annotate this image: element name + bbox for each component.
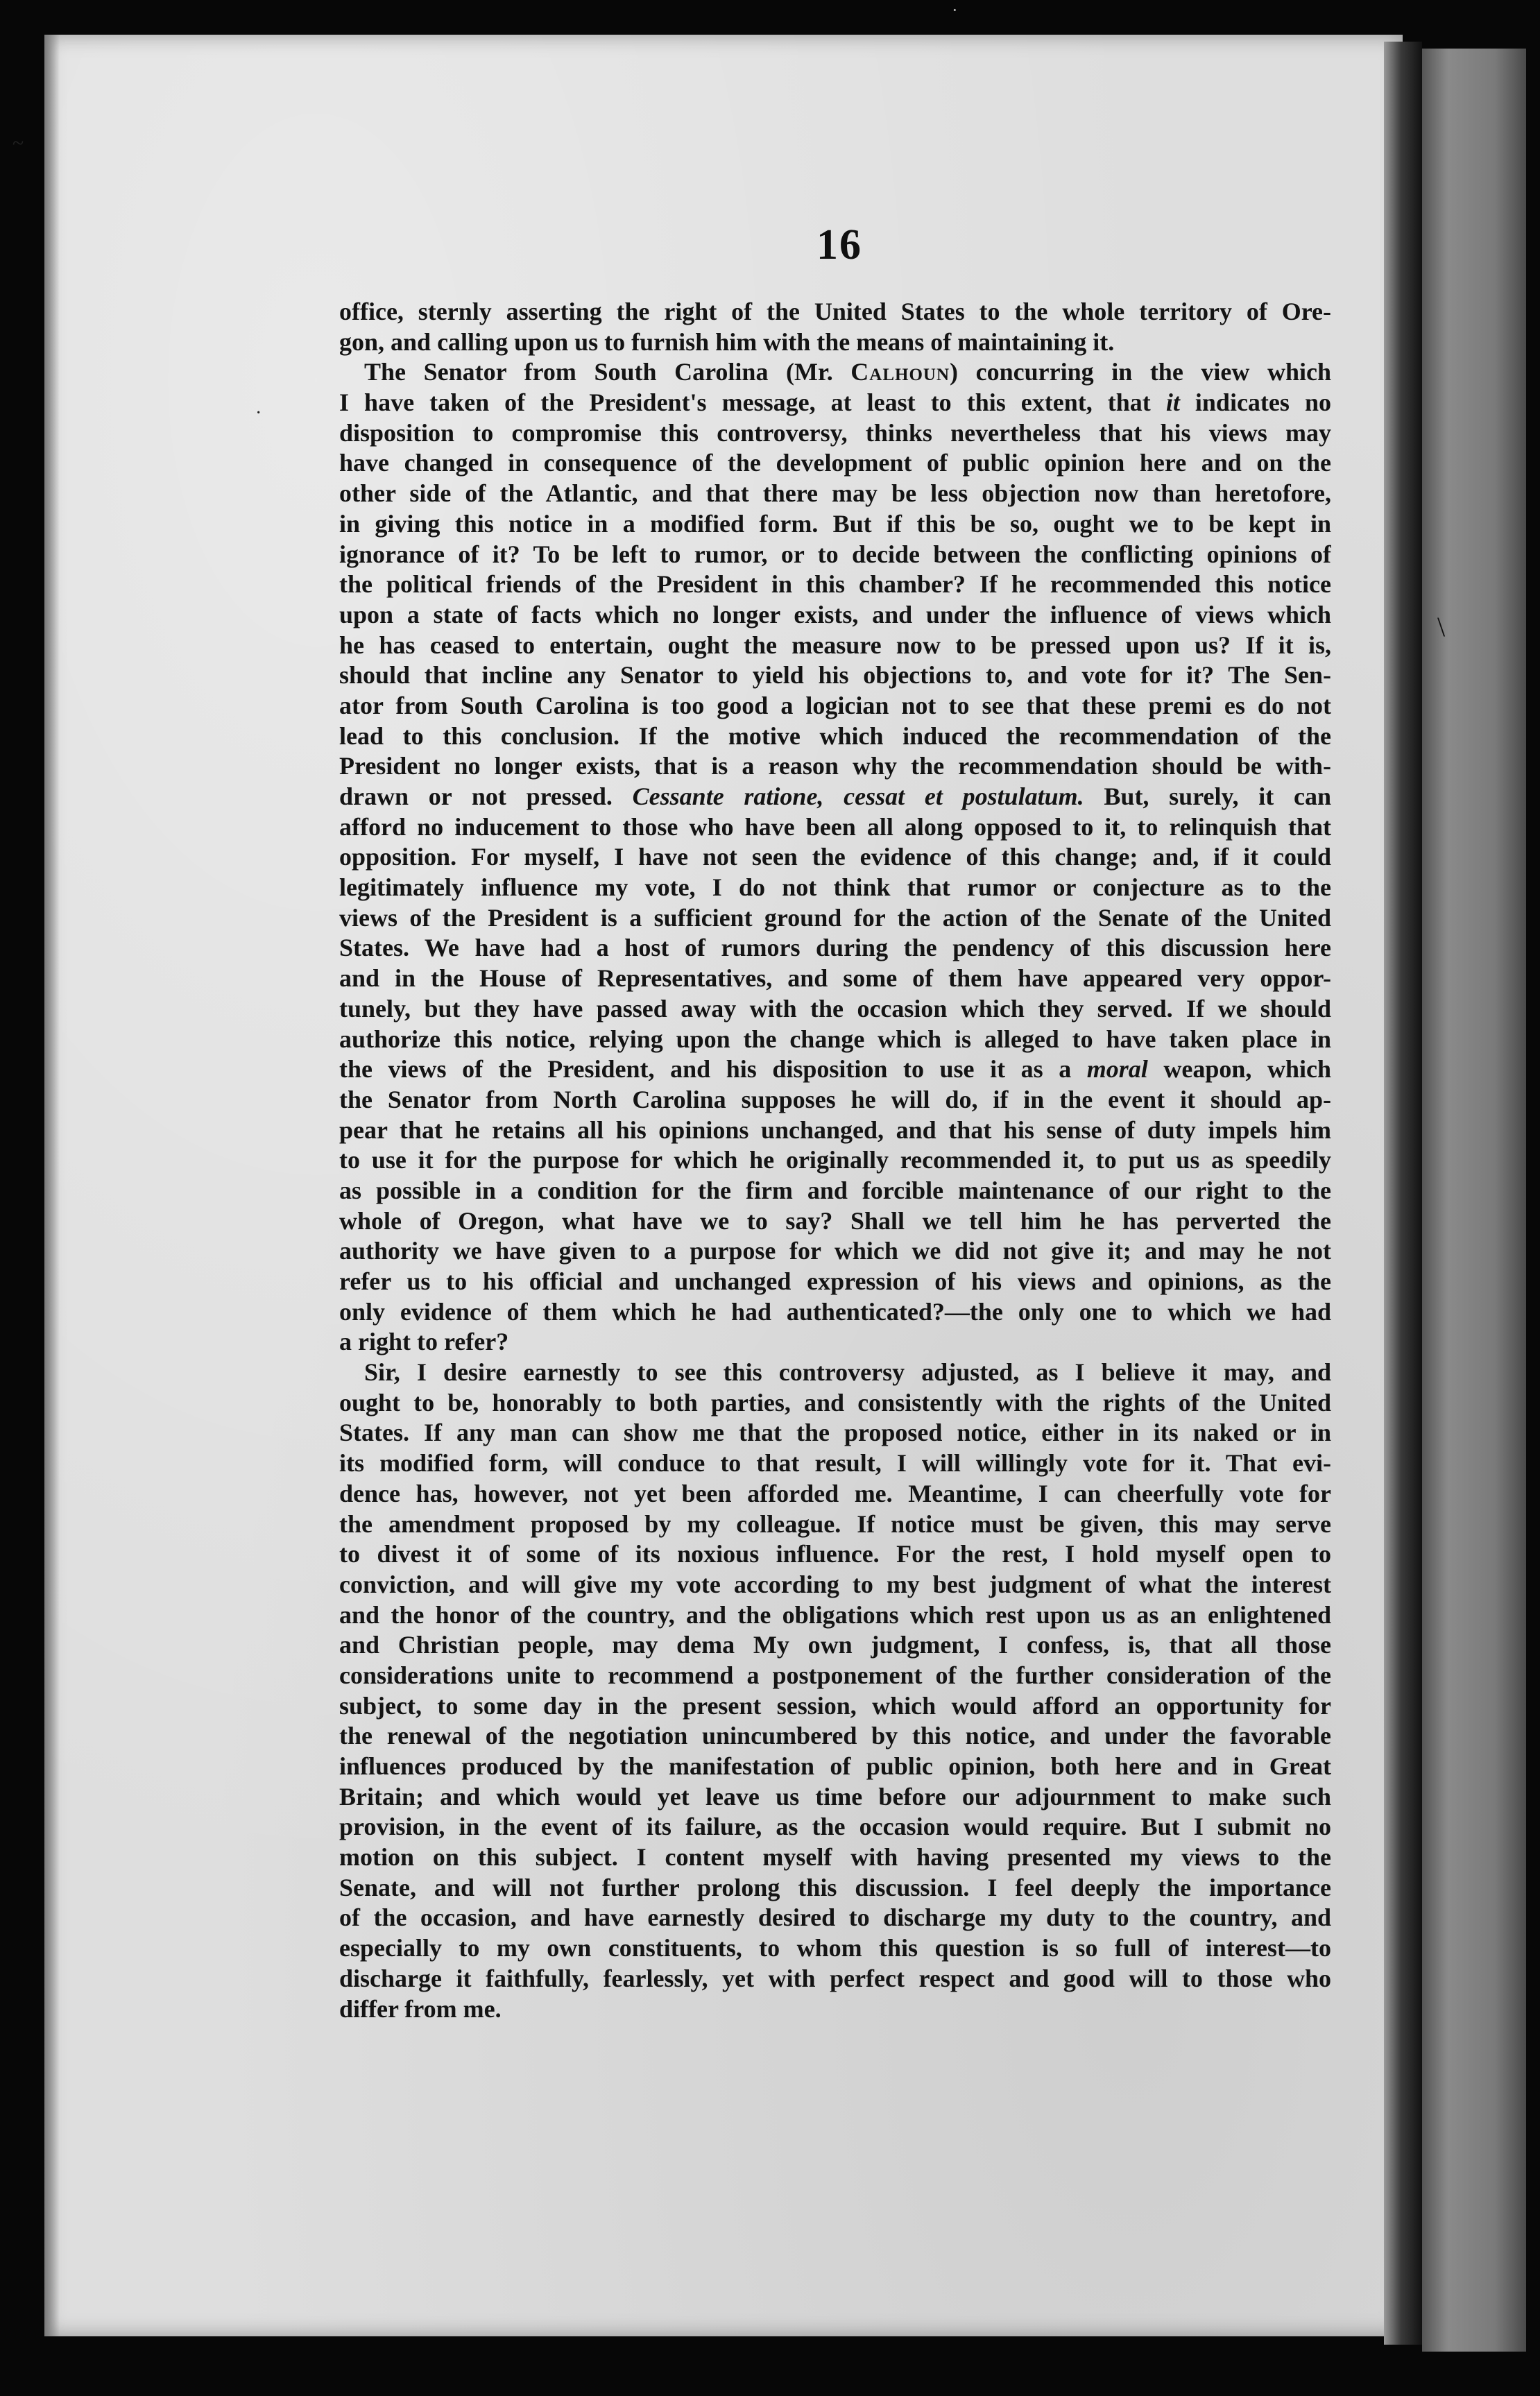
text-run: upon a state of facts which no longer exists, and under the influence of views which: [339, 600, 1331, 628]
text-run: States. If any man can show me that the proposed notice, either in its naked or in: [339, 1419, 1331, 1447]
text-line: [339, 1145, 1331, 1176]
text-run: views of the President is a sufficient ground for the action of the Senate of the United: [339, 903, 1331, 932]
text-run: Sir, I desire earnestly to see this controversy adjusted, as I believe it may, and: [364, 1358, 1331, 1387]
text-line: [339, 297, 1331, 327]
scan-speck: ·: [255, 402, 262, 424]
text-run: But, surely, it can: [1084, 782, 1331, 810]
text-line: [339, 1600, 1331, 1631]
text-run: conviction, and will give my vote according to my best judgment of what the interest: [339, 1570, 1331, 1598]
text-line: [339, 1388, 1331, 1419]
text-line: [339, 418, 1331, 449]
text-run: gon, and calling upon us to furnish him with the means of maintaining it.: [339, 327, 1115, 356]
text-line: [339, 448, 1331, 479]
scan-speck: \: [1437, 611, 1446, 642]
text-line: [339, 1539, 1331, 1570]
text-line: [339, 1236, 1331, 1267]
text-line: [339, 570, 1331, 600]
text-line: [339, 782, 1331, 812]
text-run: the Senator from North Carolina supposes he will do, if in the event it should ap-: [339, 1085, 1331, 1113]
text-line: [339, 1115, 1331, 1146]
text-line: [339, 842, 1331, 873]
text-line: [339, 1842, 1331, 1873]
text-run: the views of the President, and his disposition to use it as a: [339, 1055, 1087, 1084]
text-line: [339, 357, 1331, 388]
text-run: Senate, and will not further prolong this discussion. I feel deeply the importance: [339, 1873, 1331, 1901]
text-line: [339, 1630, 1331, 1661]
text-run: authority we have given to a purpose for which we did not give it; and may he not: [339, 1237, 1331, 1265]
italic-text: moral: [1086, 1055, 1148, 1084]
text-run: opposition. For myself, I have not seen the evidence of this change; and, if it could: [339, 843, 1331, 871]
text-line: [339, 1085, 1331, 1115]
text-line: [339, 1025, 1331, 1055]
body-text: [339, 297, 1331, 2024]
text-run: lead to this conclusion. If the motive which induced the recommendation of the: [339, 721, 1331, 750]
text-line: [339, 1752, 1331, 1782]
text-line: [339, 812, 1331, 843]
text-run: indicates no: [1179, 388, 1331, 417]
text-run: whole of Oregon, what have we to say? Shall we tell him he has perverted the: [339, 1206, 1331, 1235]
text-run: of the occasion, and have earnestly desired to discharge my duty to the country, and: [339, 1903, 1331, 1932]
text-run: considerations unite to recommend a postponement of the further consideration of the: [339, 1661, 1331, 1689]
text-run: pear that he retains all his opinions unchanged, and that his sense of duty impels him: [339, 1115, 1331, 1144]
text-run: and Christian people, may dema My own judgment, I confess, is, that all those: [339, 1631, 1331, 1659]
text-run: motion on this subject. I content myself with having presented my views to the: [339, 1843, 1331, 1872]
text-line: [339, 1479, 1331, 1509]
italic-text: it: [1165, 388, 1180, 417]
text-line: [339, 479, 1331, 509]
text-run: only evidence of them which he had authenticated?—the only one to which we had: [339, 1297, 1331, 1326]
text-run: he has ceased to entertain, ought the measure now to be pressed upon us? If it is,: [339, 631, 1331, 659]
text-run: office, sternly asserting the right of the United States to the whole territory of Ore-: [339, 298, 1331, 325]
text-line: [339, 1327, 1331, 1358]
text-run: especially to my own constituents, to whom this question is so full of interest—to: [339, 1934, 1331, 1962]
text-line: [339, 1570, 1331, 1600]
text-run: drawn or not pressed.: [339, 782, 633, 810]
text-line: [339, 1176, 1331, 1206]
text-line: [339, 1418, 1331, 1448]
text-run: should that incline any Senator to yield his objections to, and vote for it? The Sen-: [339, 661, 1331, 690]
text-run: and in the House of Representatives, and some of them have appeared very oppor-: [339, 964, 1331, 993]
text-run: disposition to compromise this controversy, thinks nevertheless that his views may: [339, 418, 1331, 447]
text-line: [339, 631, 1331, 661]
text-run: ) concurring in the view which: [950, 358, 1331, 386]
text-line: [339, 1994, 1331, 2025]
text-line: [339, 600, 1331, 631]
text-run: President no longer exists, that is a reason why the recommendation should be with-: [339, 752, 1331, 780]
text-run: ignorance of it? To be left to rumor, or to decide between the conflicting opinions of: [339, 540, 1331, 568]
text-run: legitimately influence my vote, I do not think that rumor or conjecture as to the: [339, 873, 1331, 902]
text-line: [339, 721, 1331, 752]
text-line: [339, 1721, 1331, 1752]
text-run: the amendment proposed by my colleague. If notice must be given, this may serve: [339, 1509, 1331, 1538]
text-line: [339, 1661, 1331, 1691]
text-line: [339, 1782, 1331, 1813]
text-line: [339, 509, 1331, 540]
text-run: to divest it of some of its noxious influence. For the rest, I hold myself open to: [339, 1540, 1331, 1568]
text-line: [339, 933, 1331, 964]
text-run: States. We have had a host of rumors during the pendency of this discussion here: [339, 934, 1331, 962]
text-line: [339, 1933, 1331, 1964]
text-run: tunely, but they have passed away with the occasion which they served. If we should: [339, 994, 1331, 1022]
binding-shadow: [1384, 42, 1422, 2345]
text-line: [339, 388, 1331, 418]
text-line: [339, 903, 1331, 934]
text-line: [339, 1812, 1331, 1842]
scan-speck: ~: [12, 132, 24, 155]
text-line: [339, 1267, 1331, 1297]
text-run: and the honor of the country, and the obligations which rest upon us as an enlightened: [339, 1600, 1331, 1629]
text-line: [339, 964, 1331, 994]
text-line: [339, 1358, 1331, 1388]
text-run: the political friends of the President in this chamber? If he recommended this notice: [339, 570, 1331, 599]
text-run: to use it for the purpose for which he originally recommended it, to put us as speedily: [339, 1146, 1331, 1174]
text-line: [339, 1509, 1331, 1540]
text-line: [339, 1297, 1331, 1328]
text-line: [339, 660, 1331, 691]
text-run: discharge it faithfully, fearlessly, yet with perfect respect and good will to those who: [339, 1964, 1331, 1992]
text-run: as possible in a condition for the firm and forcible maintenance of our right to the: [339, 1176, 1331, 1204]
text-line: [339, 1448, 1331, 1479]
text-line: [339, 873, 1331, 903]
text-run: refer us to his official and unchanged expression of his views and opinions, as the: [339, 1267, 1331, 1295]
text-run: provision, in the event of its failure, as the occasion would require. But I submit no: [339, 1813, 1331, 1841]
text-line: [339, 1691, 1331, 1722]
text-line: [339, 1964, 1331, 1994]
text-run: other side of the Atlantic, and that there may be less objection now than heretofore,: [339, 479, 1331, 508]
text-line: [339, 1873, 1331, 1903]
text-run: Britain; and which would yet leave us time before our adjournment to make such: [339, 1782, 1331, 1811]
text-run: its modified form, will conduce to that result, I will willingly vote for it. That evi-: [339, 1449, 1331, 1478]
text-run: influences produced by the manifestation of public opinion, both here and in Great: [339, 1752, 1331, 1780]
text-line: [339, 691, 1331, 721]
text-run: have changed in consequence of the development of public opinion here and on the: [339, 449, 1331, 477]
text-run: dence has, however, not yet been afforded me. Meantime, I can cheerfully vote for: [339, 1479, 1331, 1507]
text-line: [339, 540, 1331, 570]
text-run: a right to refer?: [339, 1328, 509, 1356]
text-run: The Senator from South Carolina (Mr.: [364, 358, 851, 386]
text-line: [339, 751, 1331, 782]
small-caps-text: Calhoun: [850, 358, 950, 386]
text-run: afford no inducement to those who have been all along opposed to it, to relinquish that: [339, 812, 1331, 841]
text-run: differ from me.: [339, 1994, 502, 2023]
text-run: I have taken of the President's message, at least to this extent, that: [339, 388, 1166, 417]
text-line: [339, 1903, 1331, 1933]
text-run: authorize this notice, relying upon the change which is alleged to have taken place in: [339, 1025, 1331, 1053]
page-left-edge-shadow: [44, 35, 60, 2336]
text-line: [339, 1054, 1331, 1085]
italic-text: Cessante ratione, cessat et postulatum.: [632, 782, 1084, 810]
text-line: [339, 994, 1331, 1025]
text-run: ought to be, honorably to both parties, and consistently with the rights of the United: [339, 1388, 1331, 1417]
text-run: the renewal of the negotiation unincumbered by this notice, and under the favorable: [339, 1722, 1331, 1750]
text-run: weapon, which: [1147, 1055, 1331, 1084]
text-line: [339, 327, 1331, 358]
page-number: 16: [816, 221, 862, 268]
text-run: subject, to some day in the present session, which would afford an opportunity for: [339, 1691, 1331, 1720]
text-run: ator from South Carolina is too good a logician not to see that these premi es do not: [339, 691, 1331, 719]
text-line: [339, 1206, 1331, 1237]
text-run: in giving this notice in a modified form. But if this be so, ought we to be kept in: [339, 509, 1331, 538]
scan-speck: ·: [952, 0, 958, 20]
adjacent-page-edge: [1422, 49, 1526, 2352]
